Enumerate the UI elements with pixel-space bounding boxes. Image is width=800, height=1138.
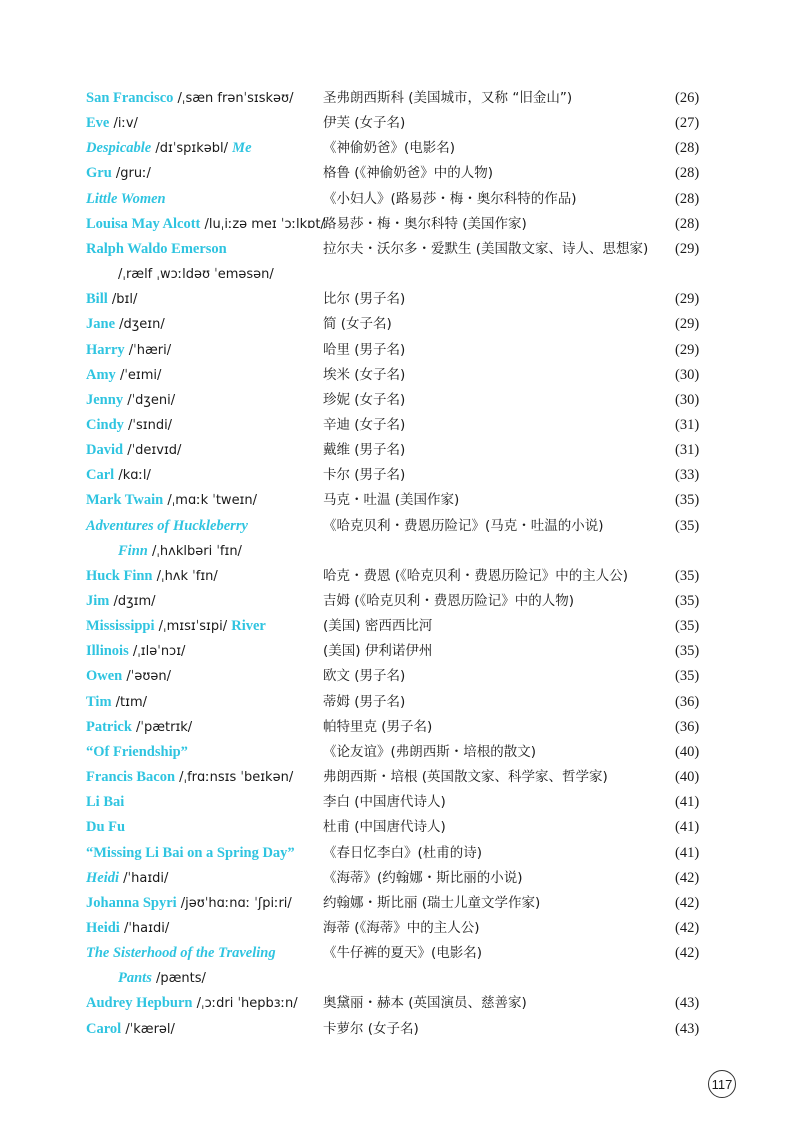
- entry-english: [86, 136, 252, 161]
- entry-page-ref: (30): [675, 391, 700, 408]
- entry-name: Jenny: [86, 391, 124, 408]
- entry-chinese: 《论友谊》(弗朗西斯・培根的散文): [323, 743, 537, 760]
- glossary-entry: [0, 237, 800, 262]
- glossary-entry: [0, 312, 800, 337]
- entry-pronunciation: /ˌhʌklbəri ˈfɪn/: [147, 543, 242, 559]
- entry-chinese: 伊芙 (女子名): [323, 115, 406, 132]
- entry-chinese: (美国) 伊利诺伊州: [323, 643, 433, 660]
- entry-name: Du Fu: [86, 819, 126, 836]
- entry-english: [86, 363, 161, 388]
- entry-chinese: 拉尔夫・沃尔多・爱默生 (美国散文家、诗人、思想家): [323, 240, 649, 257]
- entry-chinese: 李白 (中国唐代诗人): [323, 794, 446, 811]
- entry-page-ref: (40): [675, 743, 700, 760]
- entry-pronunciation: /ˌɪləˈnɔɪ/: [128, 644, 186, 660]
- entry-pronunciation: /ˈpætrɪk/: [131, 719, 193, 735]
- entry-pronunciation: /ˌfrɑːnsɪs ˈbeɪkən/: [175, 770, 294, 786]
- entry-page-ref: (35): [675, 593, 700, 609]
- entry-chinese: 弗朗西斯・培根 (英国散文家、科学家、哲学家): [323, 769, 608, 786]
- entry-english: [86, 212, 325, 237]
- entry-name: Huck Finn: [86, 567, 153, 584]
- entry-page-ref: (28): [675, 140, 700, 157]
- entry-chinese: 杜甫 (中国唐代诗人): [323, 819, 446, 836]
- entry-page-ref: (42): [675, 894, 700, 911]
- entry-english: [86, 589, 156, 614]
- entry-english: [86, 664, 171, 689]
- glossary-entry: [0, 86, 800, 111]
- glossary-entry: [0, 388, 800, 413]
- entry-name: Jim: [86, 593, 110, 609]
- glossary-entry: [0, 790, 800, 815]
- entry-name: Francis Bacon: [86, 769, 176, 786]
- entry-pronunciation: /dʒeɪn/: [115, 317, 165, 333]
- entry-page-ref: (27): [675, 115, 700, 132]
- entry-page-ref: (35): [675, 643, 700, 660]
- entry-pronunciation: /ˈhaɪdi/: [119, 870, 169, 886]
- entry-name: The Sisterhood of the Traveling: [86, 945, 276, 962]
- entry-pronunciation: /ˌrælf ˌwɔːldəʊ ˈeməsən/: [118, 267, 274, 283]
- glossary-entry: [0, 639, 800, 664]
- entry-english: [86, 740, 188, 765]
- entry-page-ref: (35): [675, 567, 700, 584]
- glossary-entry: [0, 338, 800, 363]
- entry-name: Patrick: [86, 718, 132, 735]
- glossary-entry: [0, 815, 800, 840]
- entry-chinese: 《哈克贝利・费恩历险记》(马克・吐温的小说): [323, 517, 604, 534]
- entry-name: San Francisco: [86, 90, 174, 106]
- entry-chinese: 奥黛丽・赫本 (英国演员、慈善家): [323, 995, 527, 1012]
- glossary-entry: [0, 740, 800, 765]
- entry-english: [86, 715, 192, 740]
- entry-english: [86, 765, 293, 790]
- entry-english: [86, 841, 295, 866]
- glossary-entry: [0, 614, 800, 639]
- entry-chinese: 哈里 (男子名): [323, 341, 406, 358]
- glossary-entry: [0, 589, 800, 614]
- entry-english: [86, 690, 147, 715]
- entry-page-ref: (29): [675, 291, 700, 308]
- entry-english: [86, 413, 172, 438]
- entry-chinese: 简 (女子名): [323, 316, 392, 333]
- entry-name: Li Bai: [86, 794, 125, 811]
- entry-english: [86, 790, 124, 815]
- entry-name: Cindy: [86, 416, 124, 433]
- entry-english: [86, 991, 298, 1016]
- entry-chinese: 辛迪 (女子名): [323, 416, 406, 433]
- entry-chinese: 珍妮 (女子名): [323, 391, 406, 408]
- entry-chinese: 比尔 (男子名): [323, 291, 406, 308]
- entry-page-ref: (36): [675, 693, 700, 710]
- entry-name: Tim: [86, 693, 112, 710]
- entry-page-ref: (29): [675, 240, 700, 257]
- entry-english: [86, 388, 175, 413]
- page-number: 117: [708, 1070, 736, 1098]
- entry-name: “Of Friendship”: [86, 743, 188, 760]
- entry-pronunciation: /ˌsæn frənˈsɪskəʊ/: [173, 91, 294, 106]
- entry-name: Carl: [86, 467, 115, 484]
- glossary-entry: [0, 363, 800, 388]
- entry-name: Heidi: [86, 869, 120, 886]
- entry-page-ref: (30): [675, 366, 700, 383]
- entry-name: David: [86, 442, 124, 459]
- entry-english: [86, 187, 166, 212]
- entry-english: [86, 1017, 175, 1042]
- entry-english: [86, 815, 125, 840]
- entry-pronunciation: /ˌhʌk ˈfɪn/: [152, 568, 218, 584]
- entry-english: [86, 237, 227, 262]
- entry-page-ref: (35): [675, 618, 700, 635]
- glossary-entry: [0, 866, 800, 891]
- entry-page-ref: (31): [675, 416, 700, 433]
- entry-page-ref: (40): [675, 769, 700, 786]
- entry-page-ref: (29): [675, 316, 700, 333]
- entry-pronunciation: /ˈsɪndi/: [123, 417, 173, 433]
- entry-continuation: [118, 539, 242, 564]
- glossary-entry-continuation: [0, 262, 800, 287]
- entry-english: [86, 161, 151, 186]
- entry-name: Bill: [86, 291, 108, 308]
- entry-name: Mark Twain: [86, 492, 164, 509]
- entry-chinese: 吉姆 (《哈克贝利・费恩历险记》中的人物): [323, 593, 575, 609]
- entry-chinese: 约翰娜・斯比丽 (瑞士儿童文学作家): [323, 894, 541, 911]
- entry-english: [86, 488, 257, 513]
- glossary-entry: [0, 463, 800, 488]
- glossary-entry: [0, 991, 800, 1016]
- entry-pronunciation: /bɪl/: [107, 292, 138, 308]
- entry-chinese: 欧文 (男子名): [323, 668, 406, 685]
- entry-english: [86, 941, 276, 966]
- entry-page-ref: (35): [675, 517, 700, 534]
- entry-pronunciation: /jəʊˈhɑːnɑː ˈʃpiːri/: [176, 895, 292, 911]
- entry-name: Gru: [86, 165, 112, 182]
- entry-chinese: 哈克・费恩 (《哈克贝利・费恩历险记》中的主人公): [323, 567, 629, 584]
- glossary-entry: [0, 187, 800, 212]
- glossary-entry: [0, 690, 800, 715]
- entry-chinese: 路易莎・梅・奥尔科特 (美国作家): [323, 215, 527, 232]
- entry-name: Louisa May Alcott: [86, 215, 201, 232]
- entry-pronunciation: /pænts/: [151, 971, 206, 987]
- entry-name: Audrey Hepburn: [86, 995, 193, 1012]
- entry-chinese: 《海蒂》(约翰娜・斯比丽的小说): [323, 869, 523, 886]
- entry-chinese: 帕特里克 (男子名): [323, 718, 433, 735]
- entry-page-ref: (28): [675, 165, 700, 182]
- entry-page-ref: (43): [675, 995, 700, 1012]
- entry-english: [86, 916, 169, 941]
- glossary-entry: [0, 111, 800, 136]
- glossary-entry: [0, 765, 800, 790]
- entry-name: Johanna Spyri: [86, 894, 177, 911]
- entry-pronunciation: /ˈəʊən/: [122, 669, 171, 685]
- entry-chinese: 戴维 (男子名): [323, 442, 406, 459]
- glossary-entry: [0, 941, 800, 966]
- entry-name: Ralph Waldo Emerson: [86, 240, 227, 257]
- entry-pronunciation: /dʒɪm/: [109, 594, 156, 609]
- entry-name: Carol: [86, 1020, 122, 1037]
- glossary-entry: [0, 1017, 800, 1042]
- entry-english: [86, 891, 292, 916]
- glossary-entry: [0, 488, 800, 513]
- entry-name: Mississippi: [86, 618, 155, 635]
- entry-chinese: (美国) 密西西比河: [323, 618, 433, 635]
- entry-english: [86, 287, 137, 312]
- glossary-entry-continuation: [0, 539, 800, 564]
- entry-pronunciation: /tɪm/: [111, 694, 148, 710]
- entry-chinese: 卡萝尔 (女子名): [323, 1020, 419, 1037]
- entry-pronunciation: /kɑːl/: [114, 468, 151, 484]
- glossary-entry: [0, 514, 800, 539]
- entry-english: [86, 463, 151, 488]
- entry-page-ref: (42): [675, 869, 700, 886]
- entry-name-continued: Finn: [118, 542, 148, 559]
- glossary-entry: [0, 664, 800, 689]
- entry-name-suffix: River: [231, 618, 266, 635]
- entry-english: [86, 614, 266, 639]
- entry-name: Little Women: [86, 190, 166, 207]
- entry-chinese: 马克・吐温 (美国作家): [323, 492, 460, 509]
- entry-chinese: 蒂姆 (男子名): [323, 693, 406, 710]
- glossary-entry: [0, 841, 800, 866]
- entry-chinese: 《神偷奶爸》(电影名): [323, 140, 456, 157]
- entry-chinese: 《春日忆李白》(杜甫的诗): [323, 844, 483, 861]
- entry-pronunciation: /ˈeɪmi/: [115, 367, 162, 383]
- entry-page-ref: (26): [675, 90, 700, 106]
- entry-pronunciation: /gruː/: [111, 166, 151, 182]
- entry-pronunciation: /ˈhæri/: [124, 342, 172, 358]
- entry-page-ref: (29): [675, 341, 700, 358]
- entry-name-suffix: Me: [232, 140, 252, 157]
- entry-name-continued: Pants: [118, 970, 152, 987]
- glossary-entry: [0, 136, 800, 161]
- glossary-entry: [0, 438, 800, 463]
- entry-chinese: 《小妇人》(路易莎・梅・奥尔科特的作品): [323, 190, 577, 207]
- entry-pronunciation: /ˈkærəl/: [121, 1021, 175, 1037]
- entry-pronunciation: /ˈhaɪdi/: [119, 920, 170, 936]
- entry-name: “Missing Li Bai on a Spring Day”: [86, 844, 295, 861]
- entry-chinese: 格鲁 (《神偷奶爸》中的人物): [323, 165, 494, 182]
- entry-page-ref: (36): [675, 718, 700, 735]
- entry-name: Eve: [86, 115, 110, 132]
- entry-chinese: 卡尔 (男子名): [323, 467, 406, 484]
- entry-name: Owen: [86, 668, 123, 685]
- glossary-entry: [0, 212, 800, 237]
- entry-pronunciation: /ˈdeɪvɪd/: [123, 443, 182, 459]
- entry-page-ref: (43): [675, 1020, 700, 1037]
- entry-english: [86, 866, 168, 891]
- glossary-entry: [0, 916, 800, 941]
- entry-english: [86, 639, 185, 664]
- entry-english: [86, 564, 218, 589]
- entry-page-ref: (31): [675, 442, 700, 459]
- entry-page-ref: (28): [675, 190, 700, 207]
- entry-english: [86, 438, 181, 463]
- glossary-entry: [0, 715, 800, 740]
- entry-chinese: 圣弗朗西斯科 (美国城市，又称 “旧金山”): [323, 90, 573, 106]
- entry-name: Heidi: [86, 919, 120, 936]
- entry-name: Amy: [86, 366, 116, 383]
- entry-page-ref: (28): [675, 215, 700, 232]
- entry-page-ref: (42): [675, 919, 700, 936]
- entry-name: Jane: [86, 316, 115, 333]
- entry-pronunciation: /dɪˈspɪkəbl/: [151, 141, 233, 157]
- entry-pronunciation: /ˌɔːdri ˈhepbɜːn/: [192, 996, 298, 1012]
- entry-name: Harry: [86, 341, 125, 358]
- entry-chinese: 《牛仔裤的夏天》(电影名): [323, 945, 483, 962]
- entry-english: [86, 312, 165, 337]
- entry-english: [86, 111, 138, 136]
- glossary-entry: [0, 161, 800, 186]
- entry-name: Adventures of Huckleberry: [86, 517, 248, 534]
- glossary-entry: [0, 287, 800, 312]
- entry-page-ref: (35): [675, 492, 700, 509]
- entry-page-ref: (41): [675, 844, 700, 861]
- entry-pronunciation: /ˈdʒeni/: [123, 392, 176, 408]
- glossary-entry-continuation: [0, 966, 800, 991]
- entry-chinese: 埃米 (女子名): [323, 366, 406, 383]
- entry-english: [86, 86, 293, 111]
- entry-page-ref: (41): [675, 794, 700, 811]
- entry-continuation: [118, 966, 206, 991]
- entry-pronunciation: /luˌiːzə meɪ ˈɔːlkɒt/: [200, 216, 325, 232]
- entry-page-ref: (35): [675, 668, 700, 685]
- entry-page-ref: (33): [675, 467, 700, 484]
- entry-pronunciation: /ˌmɪsɪˈsɪpi/: [154, 619, 232, 635]
- entry-page-ref: (41): [675, 819, 700, 836]
- glossary-entry: [0, 413, 800, 438]
- entry-name: Illinois: [86, 643, 129, 660]
- entry-pronunciation: /ˌmɑːk ˈtweɪn/: [163, 493, 258, 509]
- glossary-entry: [0, 564, 800, 589]
- glossary-entry: [0, 891, 800, 916]
- entry-chinese: 海蒂 (《海蒂》中的主人公): [323, 919, 480, 936]
- entry-english: [86, 514, 248, 539]
- entry-page-ref: (42): [675, 945, 700, 962]
- entry-continuation: [118, 262, 274, 287]
- entry-english: [86, 338, 171, 363]
- entry-name: Despicable: [86, 140, 152, 157]
- entry-pronunciation: /iːv/: [109, 116, 138, 132]
